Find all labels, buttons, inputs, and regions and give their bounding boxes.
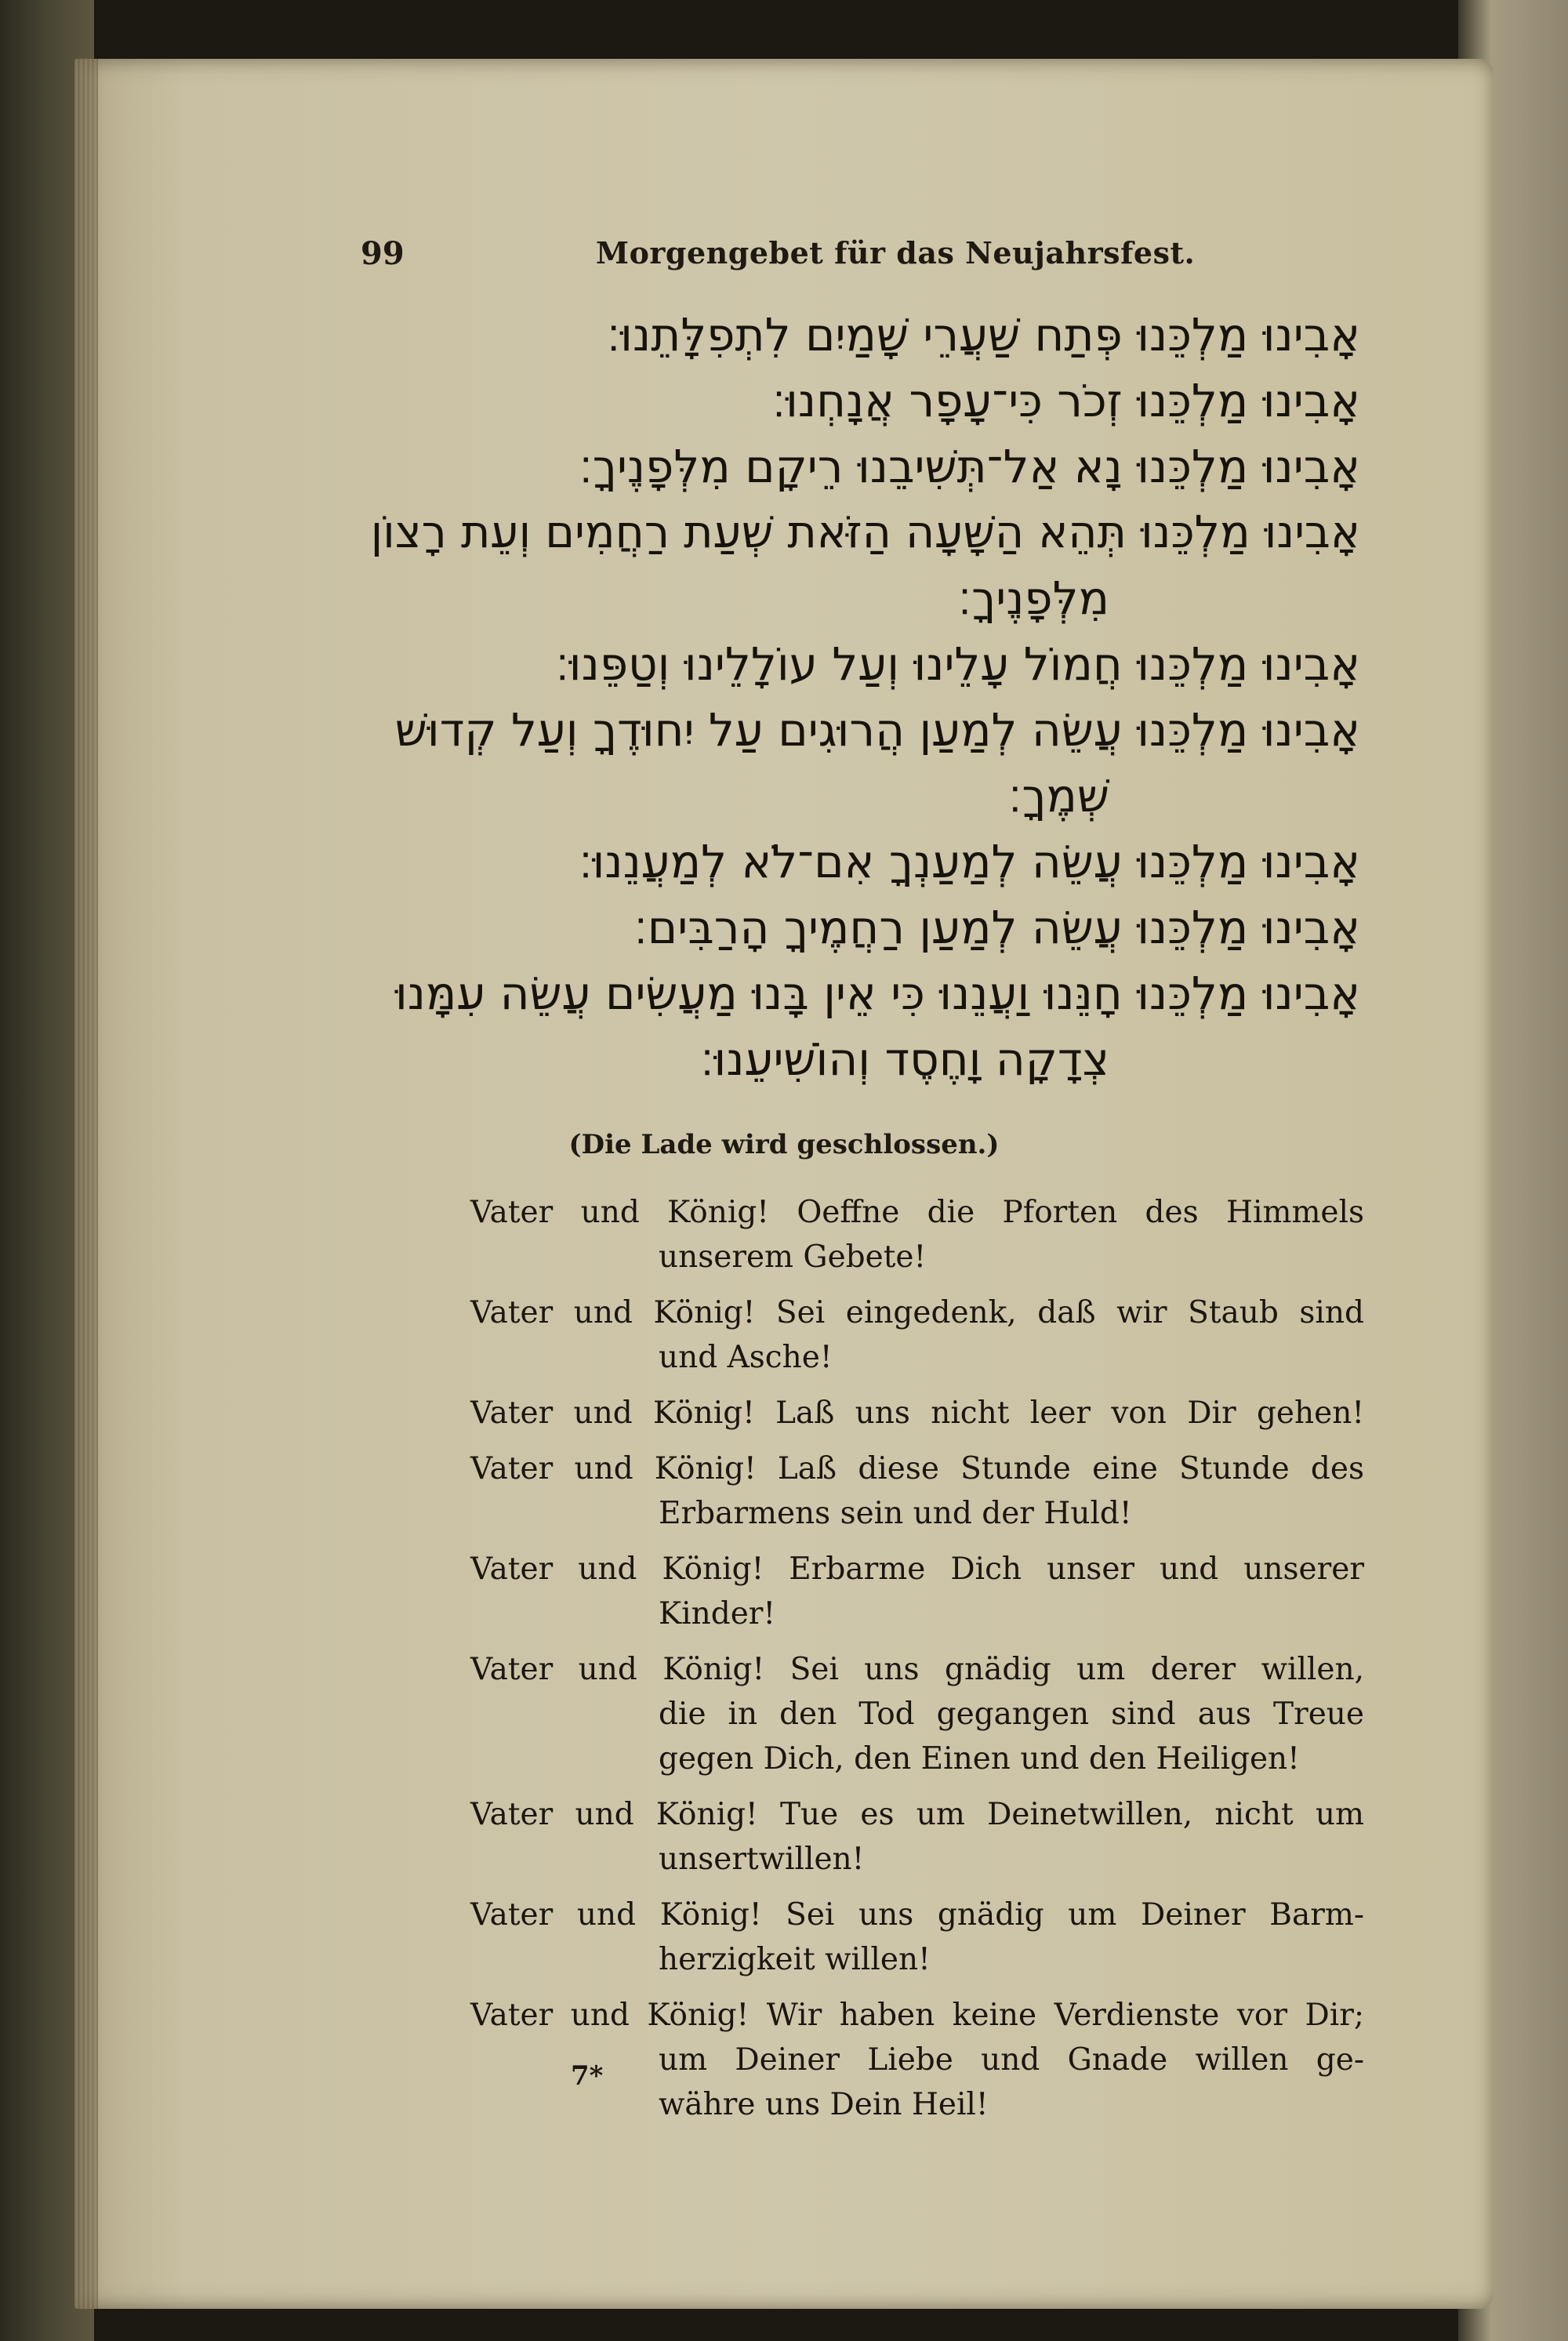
hebrew-text-block (361, 302, 1360, 1092)
hebrew-line: אָבִינוּ מַלְכֵּנוּ חָנֵּנוּ וַעֲנֵנוּ כִּי אֵין בָּנוּ מַעֲשִׂים עֲשֵׂה עִמָּנוּ (394, 967, 1360, 1020)
translation-entry (470, 1391, 1364, 1435)
translation-entry (470, 1993, 1364, 2127)
translation-line: Vater und König! Erbarme Dich unser und unserer (470, 1552, 1364, 1587)
hebrew-line: אָבִינוּ מַלְכֵּנוּ עֲשֵׂה לְמַעַנְךָ אִם־לֹא לְמַעֲנֵנוּ׃ (579, 835, 1360, 888)
stage-direction: (Die Lade wird geschlossen.) (568, 1129, 1000, 1160)
translation-line: Vater und König! Sei eingedenk, daß wir Staub sind (470, 1295, 1364, 1330)
translation-line-continuation: die in den Tod gegangen sind aus Treue (659, 1697, 1364, 1732)
hebrew-line: אָבִינוּ מַלְכֵּנוּ נָא אַל־תְּשִׁיבֵנוּ רֵיקָם מִלְּפָנֶיךָ׃ (579, 440, 1360, 493)
translation-entry (470, 1647, 1364, 1781)
hebrew-line-continuation: מִלְּפָנֶיךָ׃ (957, 572, 1109, 625)
hebrew-line: אָבִינוּ מַלְכֵּנוּ עֲשֵׂה לְמַעַן הֲרוּגִים עַל יִחוּדֶךָ וְעַל קְדוּשׁ (394, 703, 1360, 757)
page-edges (74, 59, 98, 2309)
translation-line-continuation: unserem Gebete! (659, 1239, 927, 1275)
translation-line: Vater und König! Wir haben keine Verdienste vor Dir; (470, 1998, 1364, 2033)
translation-line-continuation: gegen Dich, den Einen und den Heiligen! (659, 1741, 1300, 1777)
translation-line: Vater und König! Laß uns nicht leer von Dir gehen! (470, 1396, 1364, 1431)
translation-entry (470, 1547, 1364, 1636)
translation-line-continuation: unsertwillen! (659, 1842, 865, 1877)
translation-line-continuation: herzigkeit willen! (659, 1942, 931, 1977)
translation-line-continuation: Kinder! (659, 1596, 776, 1631)
hebrew-line-continuation: שְׁמֶךָ׃ (1008, 769, 1109, 822)
translation-entry (470, 1792, 1364, 1882)
translation-entry (470, 1893, 1364, 1982)
hebrew-line: אָבִינוּ מַלְכֵּנוּ עֲשֵׂה לְמַעַן רַחֲמֶיךָ הָרַבִּים׃ (633, 901, 1360, 954)
hebrew-line: אָבִינוּ מַלְכֵּנוּ חֲמוֹל עָלֵינוּ וְעַל עוֹלָלֵינוּ וְטַפֵּנוּ׃ (555, 637, 1360, 691)
hebrew-line-continuation: צְדָקָה וָחֶסֶד וְהוֹשִׁיעֵנוּ׃ (700, 1033, 1109, 1086)
translation-line-continuation: Erbarmens sein und der Huld! (659, 1496, 1132, 1531)
page-number: 99 (361, 235, 405, 272)
translation-entry (470, 1190, 1364, 1279)
translation-line: Vater und König! Laß diese Stunde eine Stunde des (470, 1451, 1364, 1486)
hebrew-line: אָבִינוּ מַלְכֵּנוּ זְכֹר כִּי־עָפָר אֲנָחְנוּ׃ (771, 374, 1360, 427)
running-title: Morgengebet für das Neujahrsfest. (596, 235, 1196, 270)
translation-line-continuation: und Asche! (659, 1340, 833, 1375)
translation-line-continuation: währe uns Dein Heil! (659, 2087, 989, 2122)
hebrew-line: אָבִינוּ מַלְכֵּנוּ פְּתַח שַׁעֲרֵי שָׁמַיִם לִתְפִלָּתֵנוּ׃ (607, 308, 1360, 361)
translation-line: Vater und König! Sei uns gnädig um derer willen, (470, 1652, 1364, 1687)
translation-line-continuation: um Deiner Liebe und Gnade willen ge- (659, 2042, 1364, 2078)
translation-line: Vater und König! Oeffne die Pforten des Himmels (470, 1195, 1364, 1230)
translation-entry (470, 1446, 1364, 1536)
translation-line: Vater und König! Tue es um Deinetwillen, nicht um (470, 1797, 1364, 1832)
german-translation (470, 1190, 1364, 2138)
signature-mark: 7* (571, 2060, 604, 2092)
translation-line: Vater und König! Sei uns gnädig um Deiner Barm- (470, 1897, 1364, 1933)
hebrew-line: אָבִינוּ מַלְכֵּנוּ תְּהֵא הַשָּׁעָה הַזֹּאת שְׁעַת רַחֲמִים וְעֵת רָצוֹן (370, 506, 1360, 558)
translation-entry (470, 1290, 1364, 1380)
page-header (361, 235, 1364, 282)
